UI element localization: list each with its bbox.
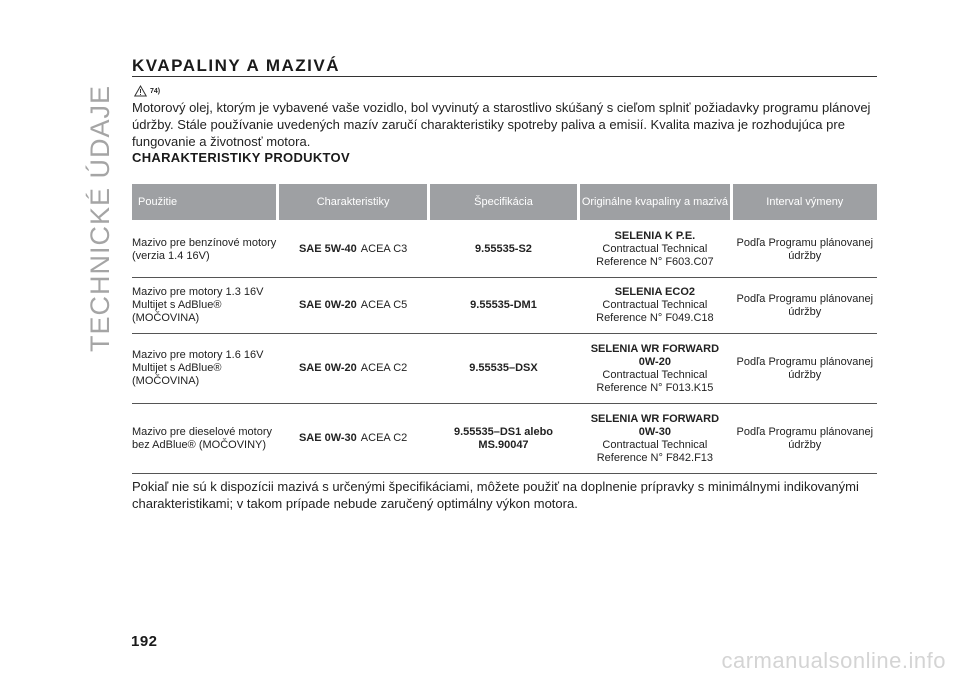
table-body	[132, 222, 877, 474]
side-section-tab	[82, 52, 118, 352]
page-number: 192	[131, 633, 158, 650]
cell-interval: Podľa Programu plánovanej údržby	[736, 355, 874, 381]
product-name: SELENIA WR FORWARD 0W-20	[590, 342, 720, 368]
header-interval: Interval výmeny	[733, 184, 877, 220]
warning-reference: 74)	[150, 87, 161, 95]
cell-interval: Podľa Programu plánovanej údržby	[736, 292, 874, 318]
header-use: Použitie	[132, 184, 276, 220]
table-row	[132, 222, 877, 278]
header-characteristics: Charakteristiky	[279, 184, 426, 220]
footer-paragraph: Pokiaľ nie sú k dispozícii mazivá s určenými špecifikáciami, môžete použiť na doplnenie prípravky s minimálnymi indikovanými charakteristikami; v takom prípade nebude zaručený optimálny výkon motora.	[132, 479, 859, 511]
cell-interval: Podľa Programu plánovanej údržby	[736, 425, 874, 451]
product-reference: Contractual Technical Reference N° F842.F13	[596, 438, 714, 464]
acea-class: ACEA C2	[360, 432, 408, 444]
table-row	[132, 404, 877, 474]
product-reference: Contractual Technical Reference N° F603.C07	[596, 243, 714, 268]
sae-grade: SAE 5W-40	[298, 243, 357, 255]
cell-interval: Podľa Programu plánovanej údržby	[736, 236, 874, 262]
intro-paragraph: Motorový olej, ktorým je vybavené vaše vozidlo, bol vyvinutý a starostlivo skúšaný s cieľom splniť požiadavky programu plánovej údržby. Stále používanie uvedených mazív zaručí charakteristiky spotreby paliva a emisií. Kvalita maziva je rozhodujúca pre fungovanie a životnosť motora.	[132, 100, 871, 149]
cell-specification: 9.55535–DSX	[469, 362, 538, 374]
cell-use: Mazivo pre dieselové motory bez AdBlue® (MOČOVINY)	[132, 425, 273, 451]
acea-class: ACEA C2	[360, 362, 408, 374]
header-original-fluids: Originálne kvapaliny a mazivá	[580, 184, 729, 220]
table-row	[132, 334, 877, 404]
watermark: carmanualsonline.info	[721, 648, 946, 673]
product-reference: Contractual Technical Reference N° F013.K15	[596, 368, 714, 394]
product-name: SELENIA ECO2	[614, 286, 696, 298]
title-divider	[132, 76, 877, 77]
cell-specification: 9.55535-DM1	[470, 299, 537, 311]
cell-specification: 9.55535-S2	[475, 243, 532, 255]
sae-grade: SAE 0W-30	[298, 432, 357, 444]
product-name: SELENIA K P.E.	[614, 230, 696, 242]
cell-original-fluid	[580, 404, 729, 473]
cell-use: Mazivo pre motory 1.6 16V Multijet s AdBlue® (MOČOVINA)	[132, 349, 264, 387]
warning-triangle-icon	[134, 85, 147, 97]
cell-specification: 9.55535–DS1 alebo MS.90047	[453, 425, 554, 451]
table-header	[132, 184, 877, 220]
table-row	[132, 278, 877, 334]
cell-characteristics	[279, 278, 426, 333]
cell-characteristics	[279, 222, 426, 277]
acea-class: ACEA C3	[360, 243, 408, 255]
sae-grade: SAE 0W-20	[298, 362, 357, 374]
cell-characteristics	[279, 404, 426, 473]
cell-original-fluid	[580, 334, 729, 403]
product-name: SELENIA WR FORWARD 0W-30	[590, 412, 720, 438]
cell-use: Mazivo pre motory 1.3 16V Multijet s AdBlue® (MOČOVINA)	[132, 286, 264, 324]
cell-characteristics	[279, 334, 426, 403]
sae-grade: SAE 0W-20	[298, 299, 357, 311]
product-reference: Contractual Technical Reference N° F049.C18	[596, 299, 714, 324]
side-section-label: TECHNICKÉ ÚDAJE	[85, 84, 115, 352]
page-title: KVAPALINY A MAZIVÁ	[132, 56, 341, 75]
header-specification: Špecifikácia	[430, 184, 577, 220]
cell-original-fluid	[580, 222, 729, 277]
acea-class: ACEA C5	[360, 299, 408, 311]
cell-use: Mazivo pre benzínové motory (verzia 1.4 16V)	[132, 236, 277, 262]
warning-note	[134, 84, 160, 98]
cell-original-fluid	[580, 278, 729, 333]
section-title: CHARAKTERISTIKY PRODUKTOV	[132, 150, 350, 165]
